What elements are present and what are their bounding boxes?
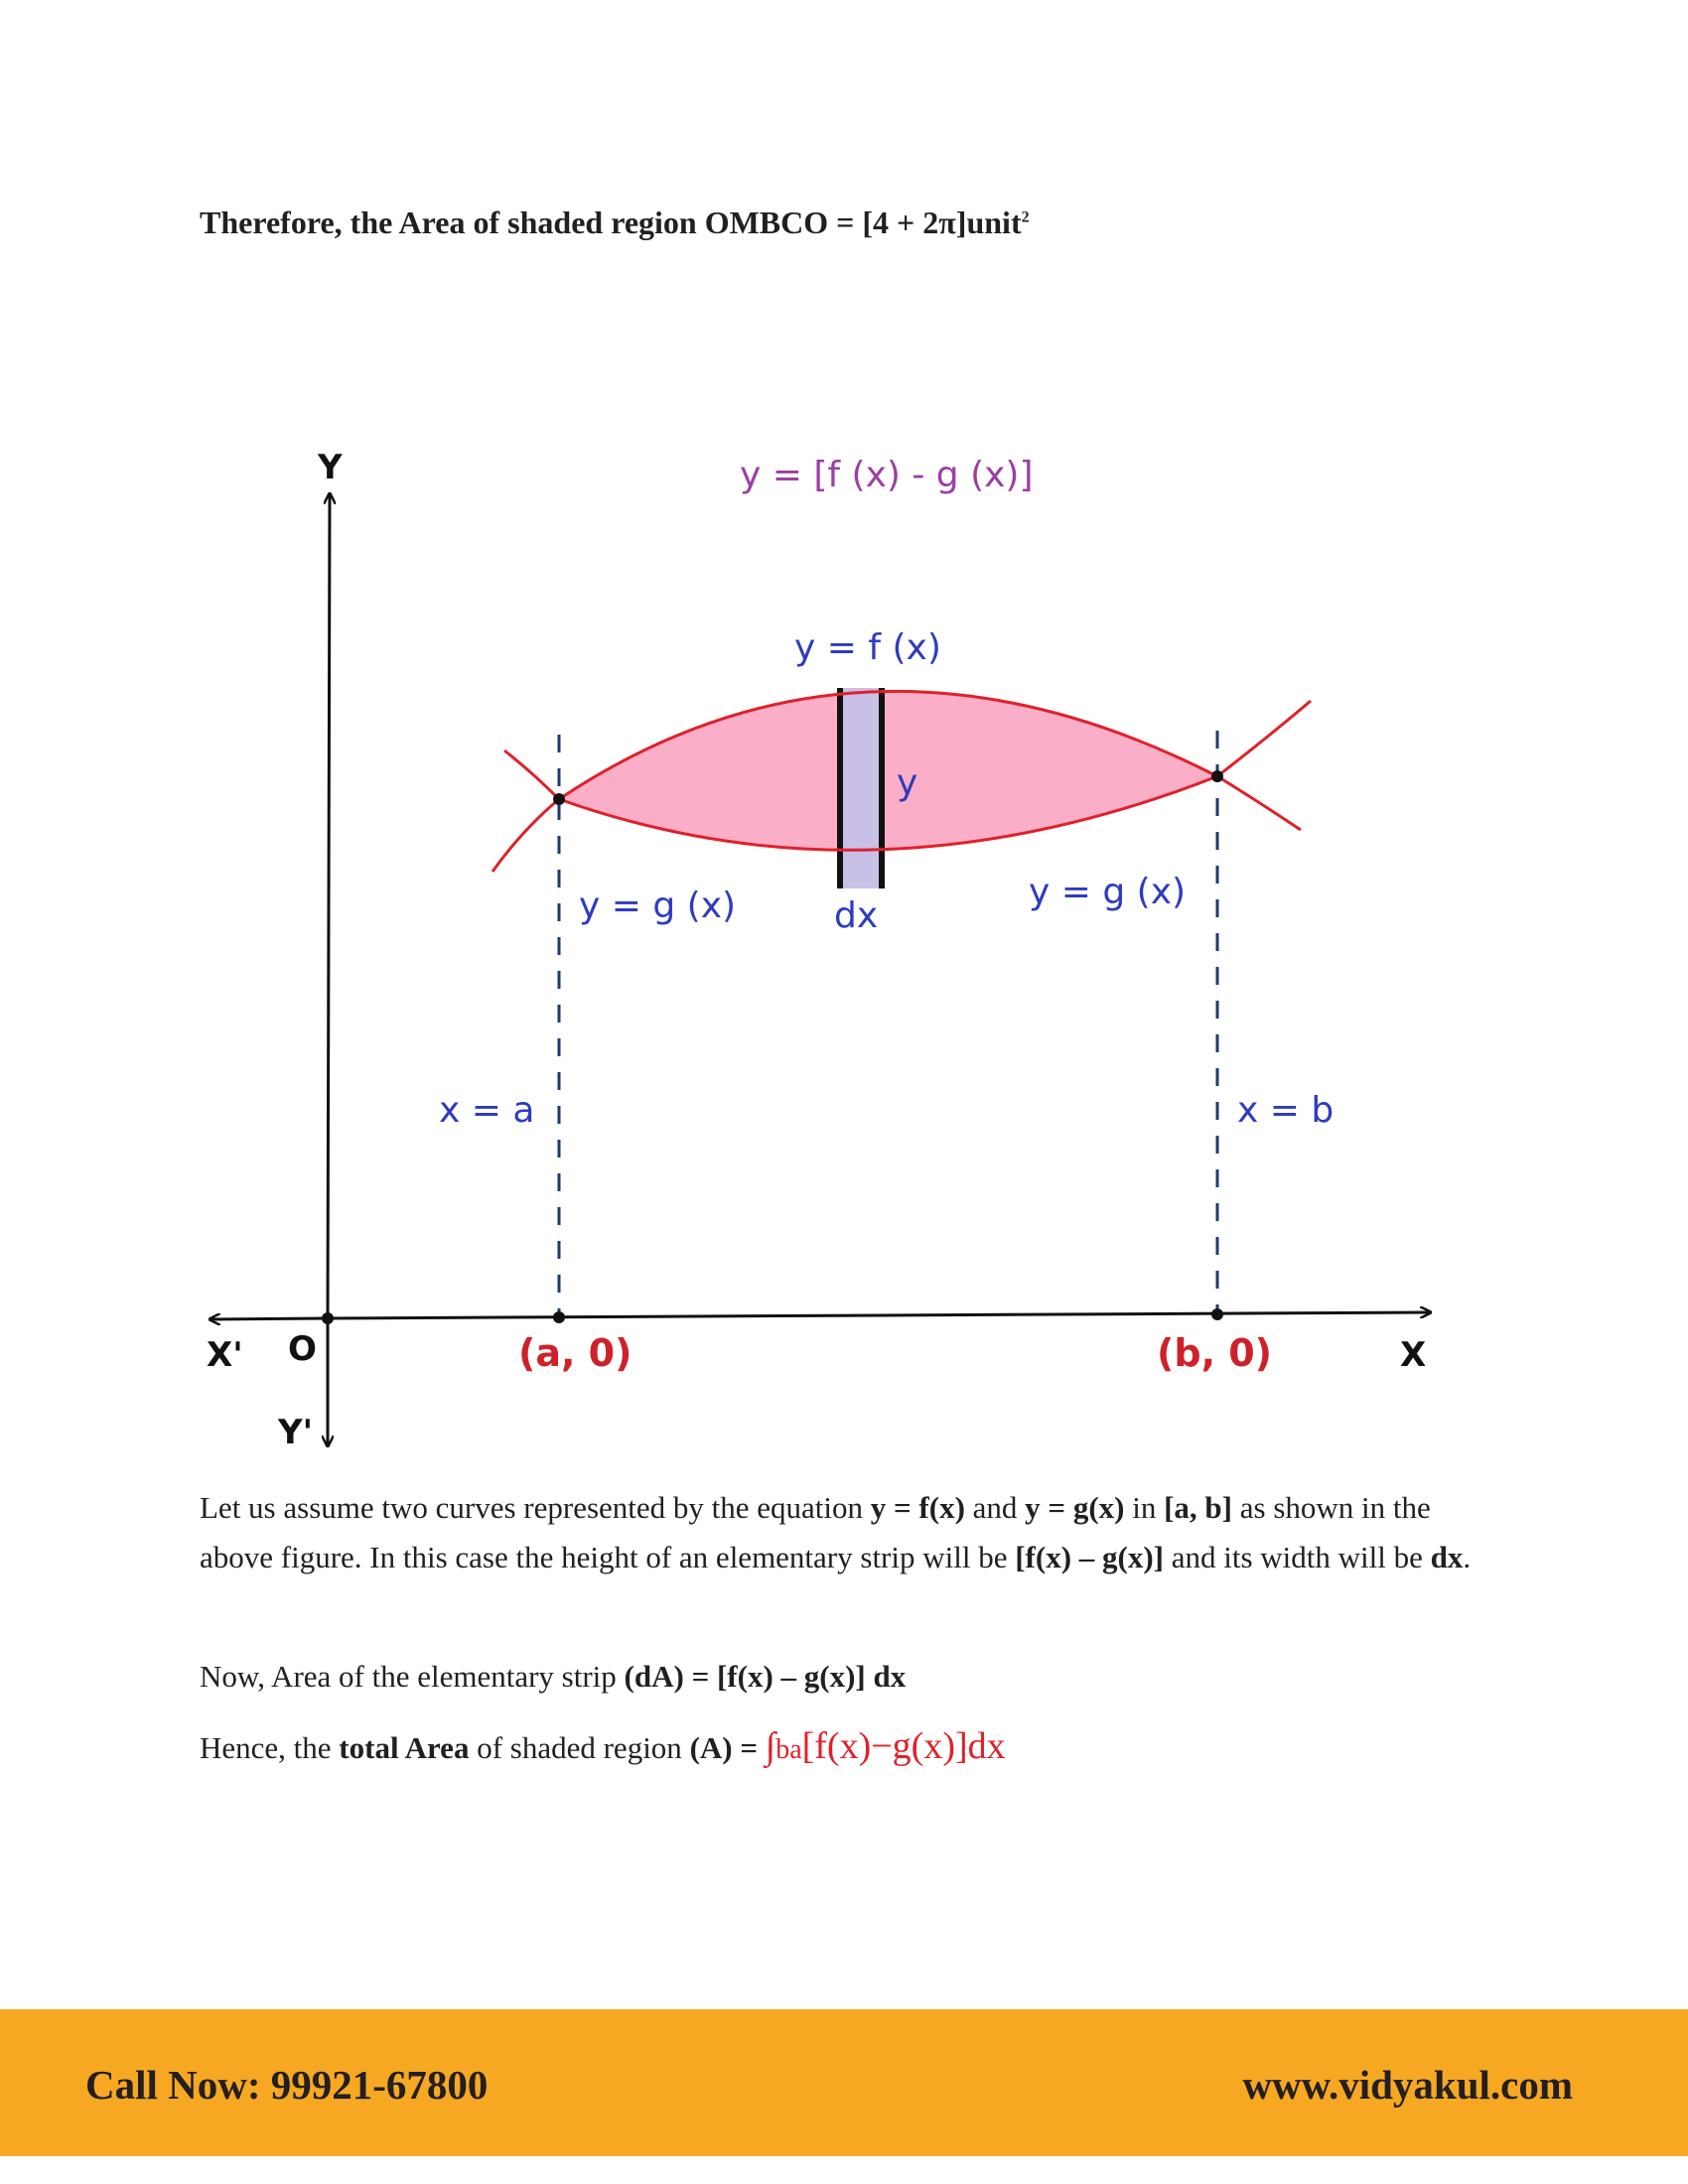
para3-bold-1: total Area <box>339 1730 470 1765</box>
shaded-region <box>559 691 1217 850</box>
paragraph-assumption <box>200 1483 1490 1582</box>
y-axis-label: Y <box>318 448 343 487</box>
line-a-label: x = a <box>439 1090 535 1131</box>
figure-title: y = [f (x) - g (x)] <box>740 455 1034 495</box>
para2-bold-1: (dA) = [f(x) – g(x)] dx <box>624 1659 907 1694</box>
footer-bar <box>0 2009 1688 2156</box>
para1-text-5: and its width will be <box>1164 1540 1431 1574</box>
strip-width-label: dx <box>834 895 879 936</box>
heading-text: Therefore, the Area of shaded region OMBCO = [4 + 2π]unit <box>200 205 1022 240</box>
integral-body: [f(x)−g(x)]dx <box>801 1725 1006 1767</box>
call-now-text: Call Now: 99921-67800 <box>85 2062 489 2108</box>
para1-text-6: . <box>1463 1540 1472 1574</box>
point-a-label: (a, 0) <box>518 1331 633 1375</box>
para1-bold-5: dx <box>1430 1540 1464 1574</box>
para1-text-4: as shown in the above figure. In this case the height of an elementary strip will be <box>200 1490 1431 1574</box>
x-axis <box>328 1312 1430 1318</box>
para1-bold-1: y = f(x) <box>870 1490 965 1525</box>
integral-expression <box>766 1725 1006 1767</box>
website-link[interactable]: www.vidyakul.com <box>1242 2062 1573 2108</box>
origin-point <box>322 1312 334 1324</box>
x-neg-axis-label: X' <box>207 1335 243 1375</box>
intersection-point-b <box>1211 770 1223 782</box>
x-axis-negative <box>211 1318 328 1319</box>
elementary-strip <box>840 688 882 888</box>
para1-text-1: Let us assume two curves represented by the equation <box>200 1490 871 1525</box>
para1-text-2: and <box>964 1490 1026 1525</box>
point-a0 <box>553 1311 565 1323</box>
intersection-point-a <box>553 793 565 805</box>
para1-text-3: in <box>1124 1490 1165 1525</box>
para3-bold-2: (A) = <box>689 1730 759 1765</box>
y-axis <box>328 494 330 1320</box>
para1-bold-4: [f(x) – g(x)] <box>1015 1540 1164 1574</box>
para3-text-2: of shaded region <box>469 1730 690 1765</box>
strip-height-label: y <box>897 762 918 803</box>
origin-label: O <box>288 1329 317 1369</box>
point-b-label: (b, 0) <box>1157 1331 1273 1375</box>
para1-bold-3: [a, b] <box>1164 1490 1232 1525</box>
heading-superscript: 2 <box>1021 208 1030 226</box>
y-neg-axis-label: Y' <box>278 1413 314 1452</box>
para3-text-1: Hence, the <box>200 1730 340 1765</box>
f-curve-label: y = f (x) <box>794 627 941 668</box>
x-axis-label: X <box>1400 1335 1427 1375</box>
integral-limits: ba <box>775 1734 802 1765</box>
point-b0 <box>1211 1308 1223 1320</box>
g-curve-label-left: y = g (x) <box>579 886 737 926</box>
para2-text-1: Now, Area of the elementary strip <box>200 1659 625 1694</box>
line-b-label: x = b <box>1237 1090 1335 1131</box>
g-curve-label-right: y = g (x) <box>1029 872 1187 912</box>
paragraph-strip-area <box>200 1652 1490 1702</box>
para1-bold-2: y = g(x) <box>1025 1490 1125 1525</box>
paragraph-total-area <box>200 1721 1490 1775</box>
integral-sign: ∫ <box>765 1725 776 1767</box>
